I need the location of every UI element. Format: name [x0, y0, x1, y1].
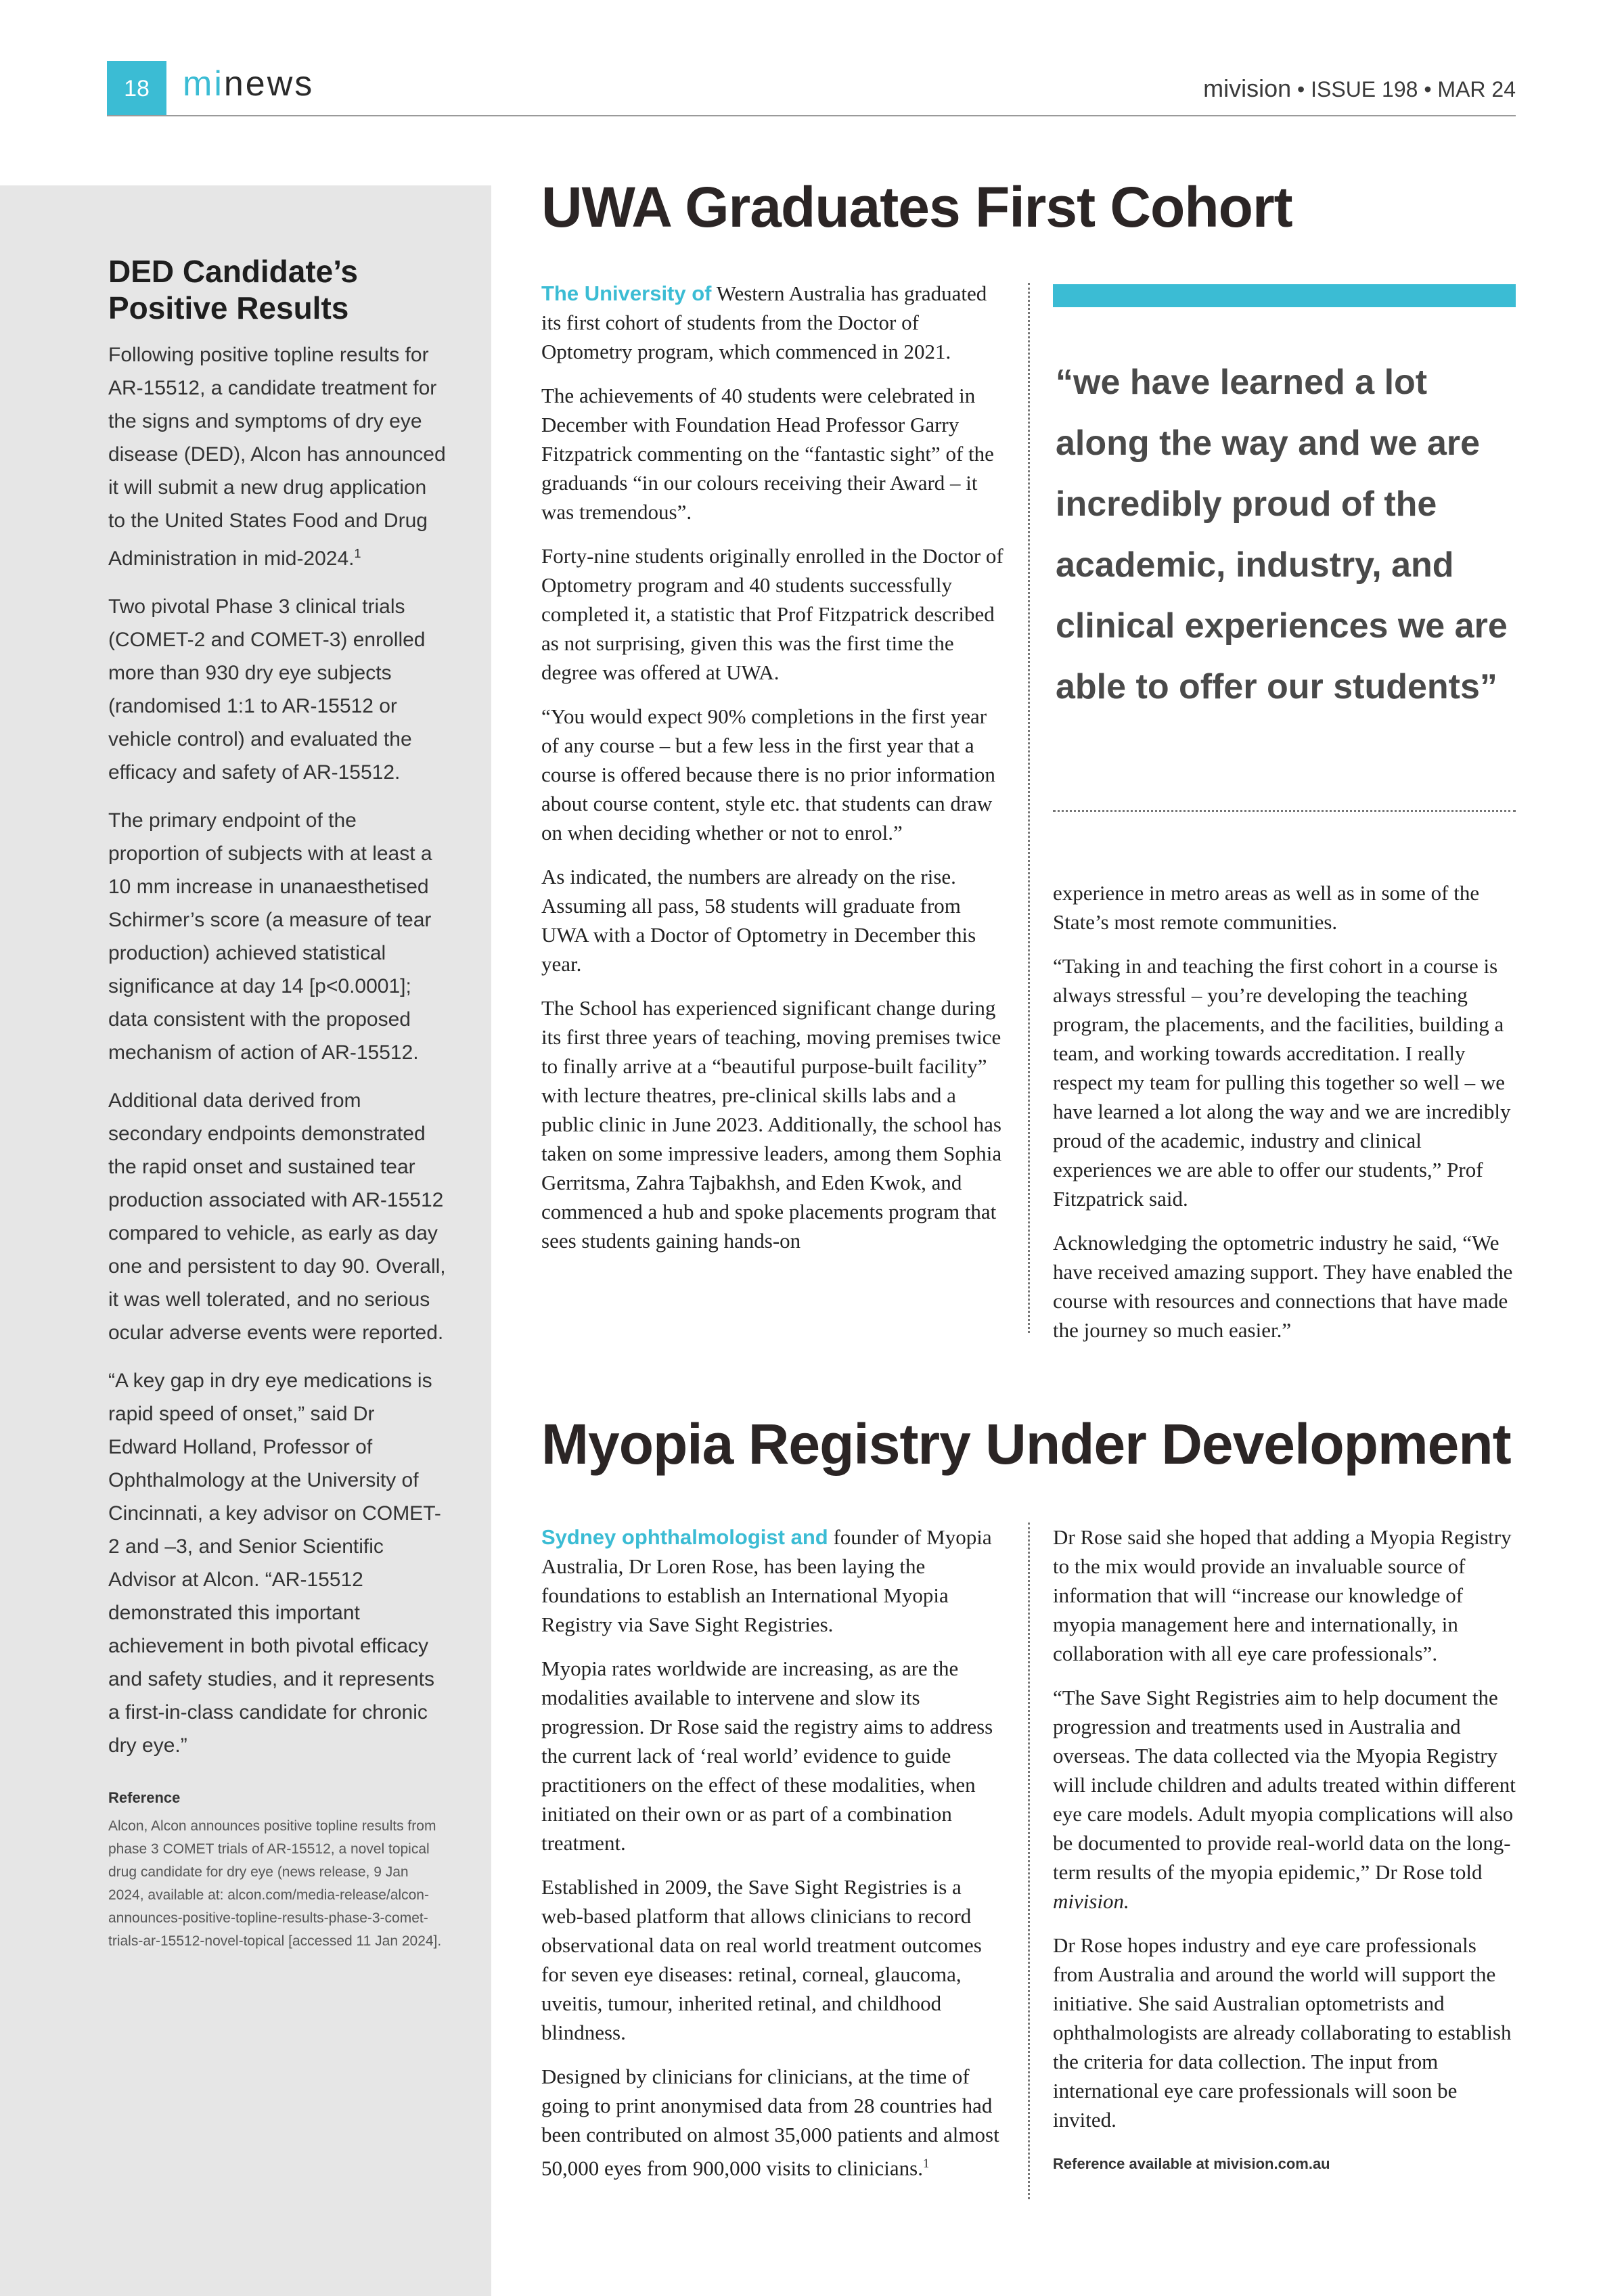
pull-quote: “we have learned a lot along the way and we are incredibly proud of the academic, industry, and clinical experiences we are able to offer our students” — [1056, 363, 1508, 706]
reference-heading: Reference — [108, 1789, 181, 1806]
article-paragraph: Designed by clinicians for clinicians, at the time of going to print anonymised data from 28 countries had been contributed on almost 35,000 patients and almost 50,000 eyes from 900,000 visits to clinicians.$^1$ — [541, 2065, 999, 2180]
article-paragraph: Established in 2009, the Save Sight Registries is a web-based platform that allows clinicians to record observational data on real world treatment outcomes for seven eye diseases: retinal, corneal, glaucoma, uveitis, tumour, inherited retinal, and childhood blindness. — [541, 1875, 982, 2044]
section-title — [183, 64, 314, 104]
article-paragraph: Dr Rose said she hoped that adding a Myopia Registry to the mix would provide an invaluable source of information that will “increase our knowledge of myopia management here and internationally, in collaboration with all eye care professionals”. — [1053, 1525, 1512, 1665]
sidebar-paragraph: Following positive topline results for AR-15512, a candidate treatment for the signs and symptoms of dry eye disease (DED), Alcon has announced it will submit a new drug application to the United States Food and Drug Administration in mid-2024.$^1$ — [108, 344, 446, 570]
article-paragraph: “The Save Sight Registries aim to help document the progression and treatments used in Australia and overseas. The data collected via the Myopia Registry will include children and adults treated within different eye care models. Adult myopia complications will also be documented to provide real-world data on the long-term results of the myopia epidemic,” Dr Rose told mivision. — [1053, 1686, 1516, 1913]
footnote-marker: 1 — [922, 2157, 930, 2171]
uwa-column-2 — [1053, 878, 1516, 1359]
column-divider — [1028, 283, 1030, 1333]
sidebar-paragraph: Additional data derived from secondary endpoints demonstrated the rapid onset and sustained tear production associated with AR-15512 compared to vehicle, as early as day one and persistent to day 90. Overall, it was well tolerated, and no serious ocular adverse events were reported. — [108, 1089, 446, 1344]
issue-date: • ISSUE 198 • MAR 24 — [1297, 77, 1516, 102]
sidebar-paragraph: The primary endpoint of the proportion of subjects with at least a 10 mm increase in unanaesthetised Schirmer’s score (a measure of tear production) achieved statistical significance at day 14 [p<0.0001]; data consistent with the proposed mechanism of action of AR-15512. — [108, 809, 432, 1064]
column-divider — [1028, 1523, 1030, 2199]
article-paragraph: The achievements of 40 students were celebrated in December with Foundation Head Professor Garry Fitzpatrick commenting on the “fantastic sight” of the graduands “in our colours receiving their Award – it was tremendous”. — [541, 384, 994, 524]
article-paragraph: As indicated, the numbers are already on the rise. Assuming all pass, 58 students will graduate from UWA with a Doctor of Optometry in December this year. — [541, 865, 976, 976]
section-title-mi: mi — [183, 64, 224, 104]
sidebar-paragraph: Two pivotal Phase 3 clinical trials (COMET-2 and COMET-3) enrolled more than 930 dry eye subjects (randomised 1:1 to AR-15512 or vehicle control) and evaluated the efficacy and safety of AR-15512. — [108, 595, 426, 784]
page-number: 18 — [107, 61, 166, 116]
article-paragraph: Myopia rates worldwide are increasing, as are the modalities available to intervene and slow its progression. Dr Rose said the registry aims to address the current lack of ‘real world’ evidence to guide practitioners on the effect of these modalities, when initiated on their own or as part of a combination treatment. — [541, 1657, 993, 1855]
reference-text: Alcon, Alcon announces positive topline results from phase 3 COMET trials of AR-15512, a novel topical drug candidate for dry eye (news release, 9 Jan 2024, available at: alcon.com/media-release/alcon-announces-positive-topline-results-phase-3-comet-trials-ar-15512-novel-topical [accessed 11 Jan 2024]. — [108, 1818, 442, 1949]
article-title-myopia: Myopia Registry Under Development — [541, 1412, 1511, 1476]
header-rule — [107, 115, 1516, 116]
publication-name: mivision. — [1053, 1889, 1129, 1913]
article-paragraph: The School has experienced significant change during its first three years of teaching, moving premises twice to finally arrive at a “beautiful purpose-built facility” with lecture theatres, pre-clinical skills labs and a public clinic in June 2023. Additionally, the school has taken on some impressive leaders, among them Sophia Gerritsma, Zahra Tajbakhsh, and Eden Kwok, and commenced a hub and spoke placements program that sees students gaining hands-on — [541, 996, 1002, 1253]
article-title-uwa: UWA Graduates First Cohort — [541, 175, 1292, 239]
sidebar-paragraph: “A key gap in dry eye medications is rapid speed of onset,” said Dr Edward Holland, Professor of Ophthalmology at the University of Cincinnati, a key advisor on COMET-2 and –3, and Senior Scientific Advisor at Alcon. “AR-15512 demonstrated this important achievement in both pivotal efficacy and safety studies, and it represents a first-in-class candidate for chronic dry eye.” — [108, 1370, 441, 1757]
article-paragraph: Dr Rose hopes industry and eye care professionals from Australia and around the world will support the initiative. She said Australian optometrists and ophthalmologists are already collaborating to establish the criteria for data collection. The input from international eye care professionals will soon be invited. — [1053, 1933, 1512, 2132]
sidebar-body — [108, 338, 447, 1968]
lead-in: Sydney ophthalmologist and — [541, 1525, 828, 1549]
issue-info — [1203, 74, 1516, 103]
myopia-column-2 — [1053, 1523, 1516, 2178]
article-paragraph: Sydney ophthalmologist and founder of Myopia Australia, Dr Loren Rose, has been laying the foundations to establish an International Myopia Registry via Save Sight Registries. — [541, 1525, 992, 1636]
article-paragraph: Forty-nine students originally enrolled in the Doctor of Optometry program and 40 students successfully completed it, a statistic that Prof Fitzpatrick described as not surprising, given this was the first time the degree was offered at UWA. — [541, 544, 1003, 684]
uwa-column-1 — [541, 279, 1006, 1270]
pull-quote-bar — [1053, 284, 1516, 307]
article-paragraph: “Taking in and teaching the first cohort in a course is always stressful – you’re developing the teaching program, the placements, and the facilities, building a team, and working towards accreditation. I really respect my team for pulling this together so well – we have learned a lot along the way and we are incredibly proud of the academic, industry and clinical experiences we are able to offer our students,” Prof Fitzpatrick said. — [1053, 954, 1511, 1211]
article-paragraph: experience in metro areas as well as in some of the State’s most remote communities. — [1053, 881, 1480, 934]
reference-note: Reference available at mivision.com.au — [1053, 2155, 1330, 2172]
myopia-column-1 — [541, 1523, 1006, 2197]
article-paragraph: Acknowledging the optometric industry he said, “We have received amazing support. They have enabled the course with resources and connections that have made the journey so much easier.” — [1053, 1231, 1513, 1342]
article-paragraph: The University of Western Australia has graduated its first cohort of students from the Doctor of Optometry program, which commenced in 2021. — [541, 282, 987, 363]
lead-in: The University of — [541, 282, 712, 305]
brand-name: mivision — [1203, 74, 1292, 102]
article-paragraph: “You would expect 90% completions in the first year of any course – but a few less in the first year that a course is offered because there is no prior information about course content, style etc. that students can draw on when deciding whether or not to enrol.” — [541, 704, 995, 845]
footnote-marker: 1 — [354, 547, 361, 560]
sidebar-title: DED Candidate’s Positive Results — [108, 254, 358, 325]
section-title-news: news — [223, 64, 315, 104]
pull-quote-rule — [1053, 810, 1516, 812]
